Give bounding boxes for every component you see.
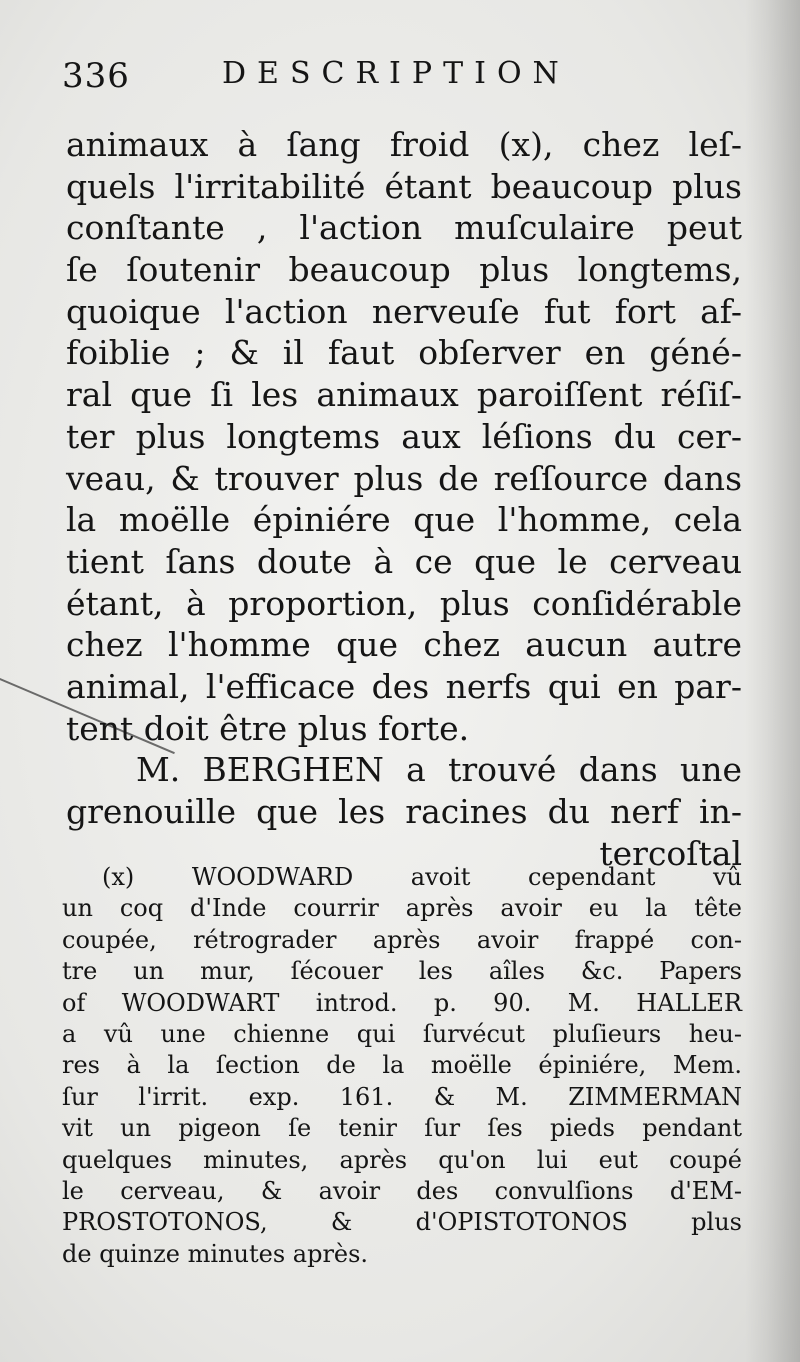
text-line: veau, & trouver plus de reſſource dans bbox=[66, 458, 742, 498]
main-text bbox=[66, 124, 742, 874]
text-line: étant, à proportion, plus conſidérable bbox=[66, 583, 742, 623]
text-line: chez l'homme que chez aucun autre bbox=[66, 625, 742, 665]
running-title: DESCRIPTION bbox=[222, 56, 570, 91]
text-line: la moëlle épiniére que l'homme, cela bbox=[66, 500, 742, 540]
footnote-line: ſur l'irrit. exp. 161. & M. ZIMMERMAN bbox=[62, 1082, 742, 1111]
running-header bbox=[62, 52, 682, 98]
text-line: ter plus longtems aux léſions du cer- bbox=[66, 416, 742, 456]
catchword: tercoſtal bbox=[599, 833, 742, 873]
text-line: foiblie ; & il faut obſerver en géné- bbox=[66, 333, 742, 373]
footnote-line: coupée, rétrograder après avoir frappé con- bbox=[62, 925, 742, 954]
footnote-line: PROSTOTONOS, & d'OPISTOTONOS plus bbox=[62, 1208, 742, 1237]
footnote-line: de quinze minutes après. bbox=[62, 1239, 369, 1268]
text-line: tient ſans doute à ce que le cerveau bbox=[66, 541, 742, 581]
footnote-line: un coq d'Inde courrir après avoir eu la tête bbox=[62, 894, 742, 923]
text-line: grenouille que les racines du nerf in- bbox=[66, 792, 742, 831]
footnote bbox=[62, 862, 742, 1270]
footnote-line: tre un mur, ſécouer les aîles &c. Papers bbox=[62, 957, 742, 986]
page-edge-shadow bbox=[745, 0, 800, 1362]
text-line: quoique l'action nerveuſe fut fort af- bbox=[66, 291, 742, 331]
footnote-line: le cerveau, & avoir des convulſions d'EM- bbox=[62, 1176, 742, 1205]
footnote-line: (x) WOODWARD avoit cependant vû bbox=[102, 863, 742, 891]
text-line: quels l'irritabilité étant beaucoup plus bbox=[66, 166, 742, 206]
footnote-line: of WOODWART introd. p. 90. M. HALLER bbox=[62, 988, 742, 1017]
text-line: M. BERGHEN a trouvé dans une bbox=[136, 750, 742, 790]
text-line: ral que ſi les animaux paroiſſent réſiſ- bbox=[66, 375, 742, 415]
text-line: ſe ſoutenir beaucoup plus longtems, bbox=[66, 250, 742, 290]
footnote-line: res à la ſection de la moëlle épiniére, Mem. bbox=[62, 1051, 742, 1080]
text-line: tent doit être plus forte. bbox=[66, 708, 470, 748]
footnote-line: vit un pigeon ſe tenir ſur ſes pieds pendant bbox=[62, 1114, 742, 1143]
text-line: animal, l'efficace des nerfs qui en par- bbox=[66, 666, 742, 706]
text-line: animaux à ſang froid (x), chez leſ- bbox=[66, 125, 742, 164]
text-line: conſtante , l'action muſculaire peut bbox=[66, 208, 742, 248]
page-number: 336 bbox=[62, 56, 130, 96]
footnote-line: quelques minutes, après qu'on lui eut coupé bbox=[62, 1145, 742, 1174]
footnote-line: a vû une chienne qui ſurvécut pluſieurs heu- bbox=[62, 1019, 742, 1048]
